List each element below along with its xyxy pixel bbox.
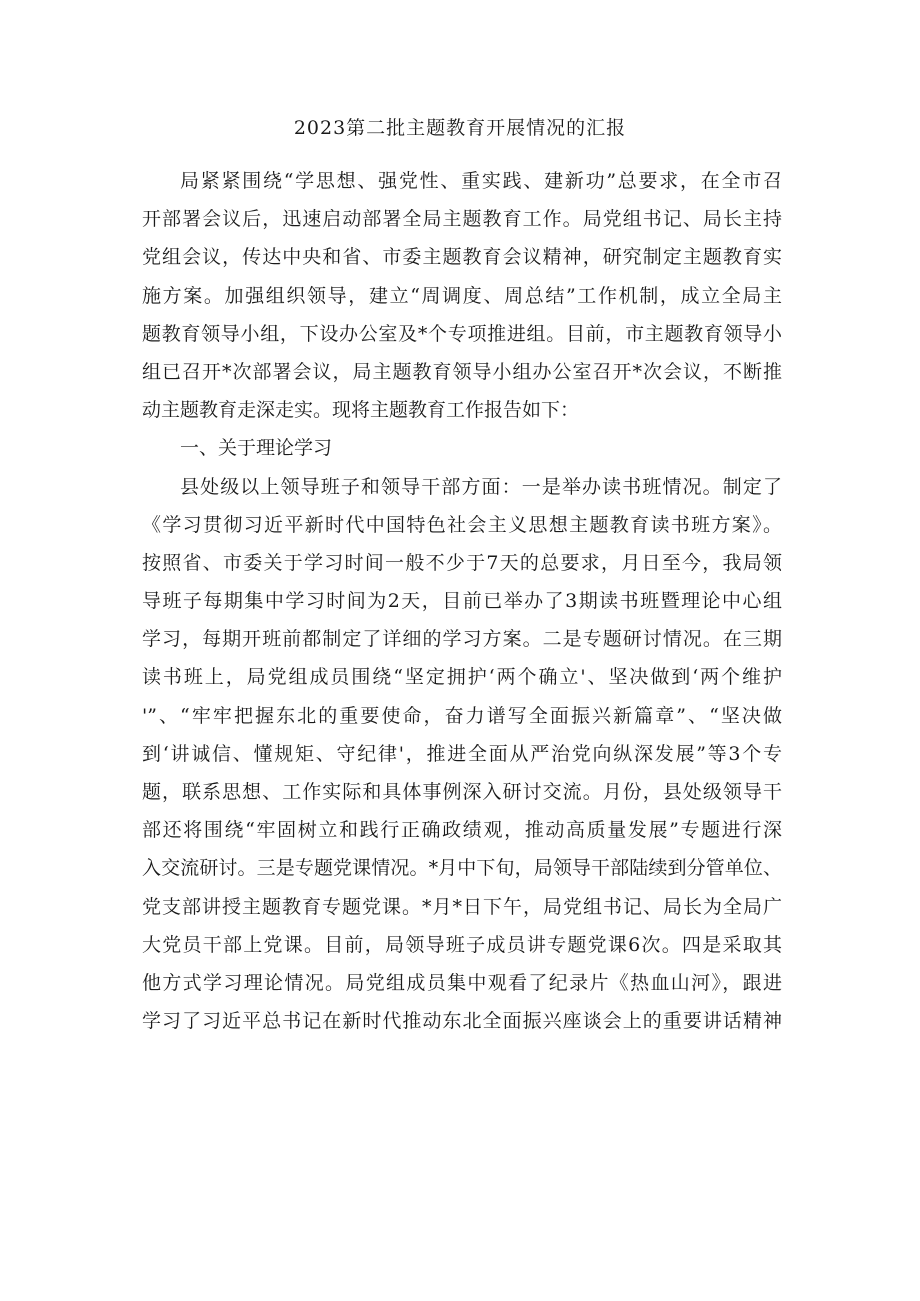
document-title: 2023第二批主题教育开展情况的汇报 xyxy=(293,117,627,139)
paragraph-line: 部还将围绕“牢固树立和践行正确政绩观，推动高质量发展”专题进行深 xyxy=(142,819,782,842)
paragraph-line: 读书班上，局党组成员围绕“坚定拥护‘两个确立'、坚决做到‘两个维护 xyxy=(142,666,782,689)
paragraph-line: 党支部讲授主题教育专题党课。*月*日下午，局党组书记、局长为全局广 xyxy=(142,895,782,918)
section-heading: 一、关于理论学习 xyxy=(180,437,333,460)
paragraph-line: 按照省、市委关于学习时间一般不少于7天的总要求，月日至今，我局领 xyxy=(142,551,782,574)
paragraph-line: 题教育领导小组，下设办公室及*个专项推进组。目前，市主题教育领导小 xyxy=(142,322,782,345)
paragraph-line: 题，联系思想、工作实际和具体事例深入研讨交流。月份，县处级领导干 xyxy=(142,781,782,803)
paragraph-line: 到‘讲诚信、懂规矩、守纪律'，推进全面从严治党向纵深发展”等3个专 xyxy=(142,742,782,765)
paragraph-line: 大党员干部上党课。目前，局领导班子成员讲专题党课6次。四是采取其 xyxy=(142,933,782,956)
paragraph-line: '”、“牢牢把握东北的重要使命，奋力谱写全面振兴新篇章”、“坚决做 xyxy=(142,704,782,727)
paragraph-line: 动主题教育走深走实。现将主题教育工作报告如下： xyxy=(142,399,580,422)
paragraph-line: 县处级以上领导班子和领导干部方面：一是举办读书班情况。制定了 xyxy=(180,475,782,498)
paragraph-line: 学习，每期开班前都制定了详细的学习方案。二是专题研讨情况。在三期 xyxy=(142,628,782,651)
paragraph-line: 局紧紧围绕“学思想、强党性、重实践、建新功”总要求，在全市召 xyxy=(180,170,782,192)
paragraph-line: 入交流研讨。三是专题党课情况。*月中下旬，局领导干部陆续到分管单位、 xyxy=(142,857,782,880)
paragraph-line: 党组会议，传达中央和省、市委主题教育会议精神，研究制定主题教育实 xyxy=(142,246,782,269)
paragraph-line: 开部署会议后，迅速启动部署全局主题教育工作。局党组书记、局长主持 xyxy=(142,208,782,231)
paragraph-line: 组已召开*次部署会议，局主题教育领导小组办公室召开*次会议，不断推 xyxy=(142,360,782,383)
paragraph-line: 他方式学习理论情况。局党组成员集中观看了纪录片《热血山河》，跟进 xyxy=(142,971,782,994)
paragraph-line: 导班子每期集中学习时间为2天，目前已举办了3期读书班暨理论中心组 xyxy=(142,590,782,613)
paragraph-line: 《学习贯彻习近平新时代中国特色社会主义思想主题教育读书班方案》。 xyxy=(142,513,782,536)
document-body xyxy=(142,162,782,1040)
paragraph-line: 学习了习近平总书记在新时代推动东北全面振兴座谈会上的重要讲话精神 xyxy=(142,1010,782,1033)
paragraph-line: 施方案。加强组织领导，建立“周调度、周总结”工作机制，成立全局主 xyxy=(142,284,782,307)
